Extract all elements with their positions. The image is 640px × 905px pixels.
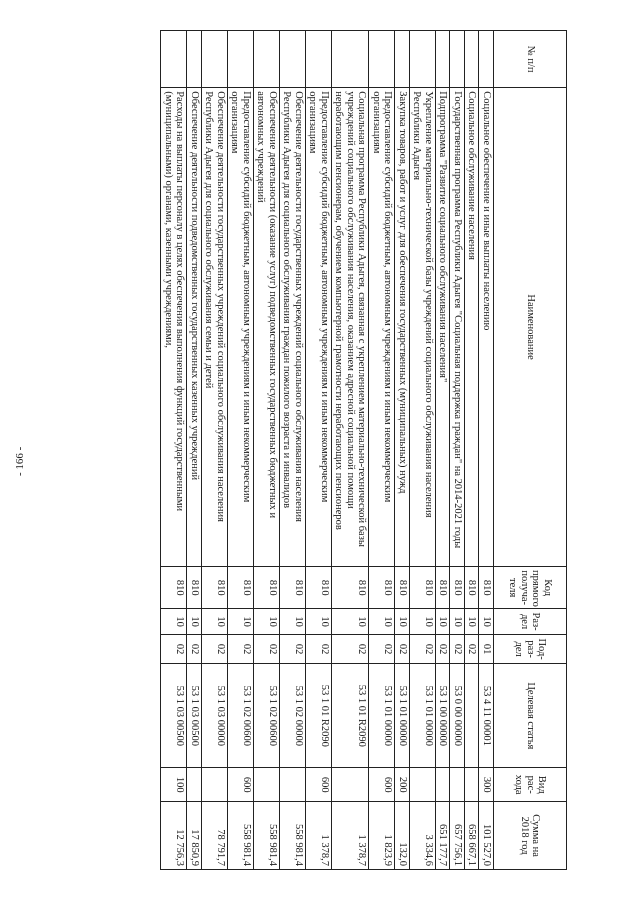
cell-podrazdel: 02 <box>187 634 202 664</box>
cell-podrazdel: 02 <box>332 634 370 664</box>
cell-razdel: 10 <box>187 609 202 634</box>
cell-podrazdel: 02 <box>280 634 306 664</box>
cell-razdel: 10 <box>332 609 370 634</box>
cell-razdel: 10 <box>479 609 494 634</box>
cell-target: 53 1 03 00500 <box>187 664 202 768</box>
cell-podrazdel: 02 <box>410 634 436 664</box>
cell-razdel: 10 <box>306 609 332 634</box>
cell-no <box>332 31 370 88</box>
cell-target: 53 1 02 00000 <box>280 664 306 768</box>
table-header-row <box>494 31 567 870</box>
cell-no <box>369 31 395 88</box>
cell-ministry: 810 <box>228 567 254 609</box>
cell-sum: 1 378,7 <box>332 802 370 870</box>
cell-target: 53 1 01 R2090 <box>332 664 370 768</box>
cell-sum: 658 667,1 <box>465 802 480 870</box>
cell-podrazdel: 02 <box>254 634 280 664</box>
cell-sum: 558 981,4 <box>254 802 280 870</box>
header-sum: Сумма на 2018 год <box>494 802 567 870</box>
cell-name: Предоставление субсидий бюджетным, автономным учреждениям и иным некоммерческим организациям <box>369 88 395 567</box>
cell-ministry: 810 <box>479 567 494 609</box>
cell-sum: 101 527,0 <box>479 802 494 870</box>
cell-ministry: 810 <box>465 567 480 609</box>
budget-table <box>161 30 568 870</box>
cell-podrazdel: 02 <box>306 634 332 664</box>
cell-vid: 600 <box>306 768 332 802</box>
table-row <box>410 31 436 870</box>
table-row <box>306 31 332 870</box>
cell-name: Обеспечение деятельности государственных учреждений социального обслуживания населения Республики Адыгея для социального обслуживания семьи и детей <box>202 88 228 567</box>
cell-sum: 1 823,9 <box>369 802 395 870</box>
cell-razdel: 10 <box>450 609 465 634</box>
cell-no <box>395 31 410 88</box>
cell-name: Закупка товаров, работ и услуг для обеспечения государственных (муниципальных) нужд <box>395 88 410 567</box>
cell-ministry: 810 <box>369 567 395 609</box>
cell-razdel: 10 <box>202 609 228 634</box>
cell-vid: 600 <box>369 768 395 802</box>
cell-vid: 300 <box>479 768 494 802</box>
cell-name: Укрепление материально-технической базы учреждений социального обслуживания населения Республики Адыгея <box>410 88 436 567</box>
cell-vid <box>332 768 370 802</box>
cell-no <box>228 31 254 88</box>
table-row <box>187 31 202 870</box>
cell-razdel: 10 <box>395 609 410 634</box>
cell-name: Обеспечение деятельности (оказание услуг) подведомственных государственных бюджетных и автономных учреждений <box>254 88 280 567</box>
table-row <box>395 31 410 870</box>
cell-razdel: 10 <box>280 609 306 634</box>
cell-vid: 600 <box>228 768 254 802</box>
table-row <box>254 31 280 870</box>
header-razdel: Раз-дел <box>494 609 567 634</box>
cell-name: Социальное обслуживание населения <box>465 88 480 567</box>
cell-podrazdel: 02 <box>161 634 187 664</box>
cell-name: Социальное обеспечение и иные выплаты населению <box>479 88 494 567</box>
cell-podrazdel: 02 <box>202 634 228 664</box>
cell-sum: 651 177,7 <box>436 802 451 870</box>
cell-ministry: 810 <box>436 567 451 609</box>
cell-name: Обеспечение деятельности подведомственных государственных казенных учреждений <box>187 88 202 567</box>
cell-ministry: 810 <box>280 567 306 609</box>
cell-sum: 3 334,6 <box>410 802 436 870</box>
cell-ministry: 810 <box>202 567 228 609</box>
cell-podrazdel: 02 <box>395 634 410 664</box>
cell-ministry: 810 <box>254 567 280 609</box>
cell-no <box>410 31 436 88</box>
cell-no <box>436 31 451 88</box>
cell-sum: 132,0 <box>395 802 410 870</box>
header-podrazdel: Под-раз-дел <box>494 634 567 664</box>
table-row <box>436 31 451 870</box>
cell-target: 53 1 01 00000 <box>410 664 436 768</box>
cell-name: Предоставление субсидий бюджетным, автономным учреждениям и иным некоммерческим организациям <box>228 88 254 567</box>
cell-vid: 100 <box>161 768 187 802</box>
cell-sum: 657 756,1 <box>450 802 465 870</box>
cell-no <box>280 31 306 88</box>
cell-podrazdel: 02 <box>465 634 480 664</box>
cell-vid <box>450 768 465 802</box>
cell-vid <box>280 768 306 802</box>
cell-razdel: 10 <box>254 609 280 634</box>
table-row <box>332 31 370 870</box>
cell-name: Подпрограмма "Развитие социального обслуживания населения" <box>436 88 451 567</box>
cell-name: Социальная программа Республики Адыгея, связанная с укреплением материально-технической базы учреждений социального обслуживания населения, оказанием адресной социальной помощи неработающим пенсионерам, обучением компьютерной грамотности неработающих пенсионеров <box>332 88 370 567</box>
cell-target: 53 1 00 00000 <box>436 664 451 768</box>
cell-podrazdel: 02 <box>450 634 465 664</box>
cell-target: 53 0 00 00000 <box>450 664 465 768</box>
cell-no <box>254 31 280 88</box>
table-row <box>465 31 480 870</box>
cell-target: 53 1 02 00600 <box>228 664 254 768</box>
cell-podrazdel: 01 <box>479 634 494 664</box>
table-row <box>369 31 395 870</box>
cell-ministry: 810 <box>306 567 332 609</box>
table-row <box>450 31 465 870</box>
cell-ministry: 810 <box>187 567 202 609</box>
header-ministry: Код прямого получа-теля <box>494 567 567 609</box>
header-vid: Вид рас-хода <box>494 768 567 802</box>
cell-vid <box>410 768 436 802</box>
cell-sum: 12 756,3 <box>161 802 187 870</box>
table-row <box>161 31 187 870</box>
cell-razdel: 10 <box>436 609 451 634</box>
cell-target: 53 1 01 00000 <box>395 664 410 768</box>
cell-no <box>465 31 480 88</box>
table-row <box>280 31 306 870</box>
cell-ministry: 810 <box>161 567 187 609</box>
cell-target: 53 4 11 00001 <box>479 664 494 768</box>
table-row <box>479 31 494 870</box>
cell-no <box>479 31 494 88</box>
cell-razdel: 10 <box>465 609 480 634</box>
cell-sum: 78 791,7 <box>202 802 228 870</box>
cell-vid <box>436 768 451 802</box>
cell-target: 53 1 03 00500 <box>161 664 187 768</box>
header-target: Целевая статья <box>494 664 567 768</box>
cell-sum: 17 850,9 <box>187 802 202 870</box>
cell-podrazdel: 02 <box>369 634 395 664</box>
cell-sum: 1 378,7 <box>306 802 332 870</box>
cell-name: Обеспечение деятельности государственных учреждений социального обслуживания населения Республики Адыгея для социального обслуживания граждан пожилого возраста и инвалидов <box>280 88 306 567</box>
cell-vid <box>254 768 280 802</box>
cell-razdel: 10 <box>161 609 187 634</box>
cell-no <box>306 31 332 88</box>
budget-table-container <box>99 30 567 870</box>
cell-vid: 200 <box>395 768 410 802</box>
cell-no <box>187 31 202 88</box>
cell-target <box>465 664 480 768</box>
cell-razdel: 10 <box>228 609 254 634</box>
header-name: Наименование <box>494 88 567 567</box>
table-body <box>161 31 494 870</box>
cell-razdel: 10 <box>369 609 395 634</box>
table-row <box>202 31 228 870</box>
cell-vid <box>187 768 202 802</box>
cell-no <box>450 31 465 88</box>
cell-no <box>202 31 228 88</box>
cell-name: Предоставление субсидий бюджетным, автономным учреждениям и иным некоммерческим организациям <box>306 88 332 567</box>
cell-ministry: 810 <box>395 567 410 609</box>
cell-sum: 558 981,4 <box>280 802 306 870</box>
cell-target: 53 1 02 00600 <box>254 664 280 768</box>
cell-ministry: 810 <box>332 567 370 609</box>
cell-target: 53 1 03 00000 <box>202 664 228 768</box>
cell-ministry: 810 <box>450 567 465 609</box>
header-no: № п/п <box>494 31 567 88</box>
cell-vid <box>465 768 480 802</box>
cell-target: 53 1 01 00000 <box>369 664 395 768</box>
cell-podrazdel: 02 <box>228 634 254 664</box>
cell-name: Государственная программа Республики Адыгея "Социальная поддержка граждан" на 2014-2021 годы <box>450 88 465 567</box>
cell-vid <box>202 768 228 802</box>
table-row <box>228 31 254 870</box>
cell-target: 53 1 01 R2090 <box>306 664 332 768</box>
cell-name: Расходы на выплаты персоналу в целях обеспечения выполнения функций государственными (муниципальными) органами, казенными учреждениями, <box>161 88 187 567</box>
cell-razdel: 10 <box>410 609 436 634</box>
cell-podrazdel: 02 <box>436 634 451 664</box>
cell-no <box>161 31 187 88</box>
page-number: - 166 - <box>14 446 26 476</box>
cell-sum: 558 981,4 <box>228 802 254 870</box>
cell-ministry: 810 <box>410 567 436 609</box>
